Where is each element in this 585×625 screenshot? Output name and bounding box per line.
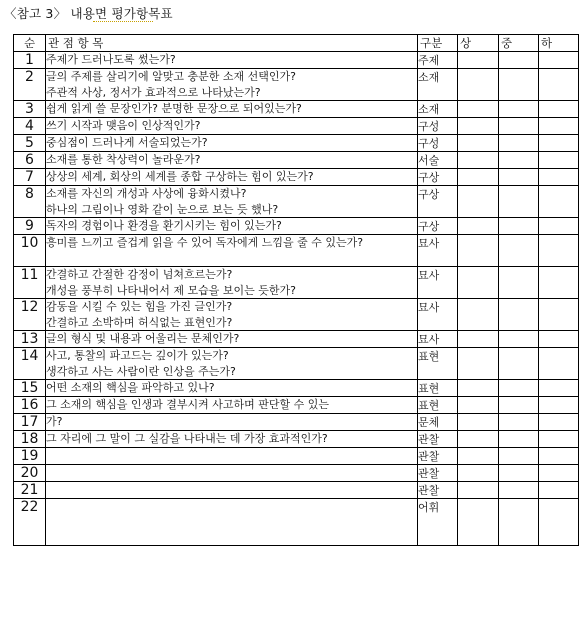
row-number: 12 (14, 299, 46, 331)
row-category: 관찰 (418, 431, 458, 448)
grade-low-cell[interactable] (539, 152, 579, 169)
table-body (14, 52, 579, 546)
row-item (46, 348, 418, 380)
header-high: 상 (458, 35, 499, 52)
row-category: 표현 (418, 348, 458, 380)
grade-low-cell[interactable] (539, 331, 579, 348)
table-row (14, 380, 579, 397)
grade-mid-cell[interactable] (499, 169, 539, 186)
row-item (46, 118, 418, 135)
grade-low-cell[interactable] (539, 299, 579, 331)
grade-high-cell[interactable] (458, 186, 499, 218)
item-line: 쓰기 시작과 맺음이 인상적인가? (46, 119, 201, 132)
grade-high-cell[interactable] (458, 465, 499, 482)
table-row (14, 169, 579, 186)
row-number: 7 (14, 169, 46, 186)
table-row (14, 118, 579, 135)
item-line: 하나의 그림이나 영화 같이 눈으로 보는 듯 했나? (46, 202, 279, 216)
grade-high-cell[interactable] (458, 235, 499, 267)
grade-low-cell[interactable] (539, 397, 579, 414)
item-line: 소재를 자신의 개성과 사상에 융화시켰나? (46, 187, 247, 200)
row-item (46, 414, 418, 431)
item-line: 주관적 사상, 정서가 효과적으로 나타났는가? (46, 85, 261, 99)
grade-low-cell[interactable] (539, 118, 579, 135)
row-number: 16 (14, 397, 46, 414)
row-category: 서술 (418, 152, 458, 169)
table-row (14, 235, 579, 267)
row-number: 1 (14, 52, 46, 69)
grade-low-cell[interactable] (539, 348, 579, 380)
row-number: 17 (14, 414, 46, 431)
item-line: 사고, 통찰의 파고드는 깊이가 있는가? (46, 349, 229, 362)
row-item (46, 135, 418, 152)
grade-low-cell[interactable] (539, 135, 579, 152)
table-row (14, 101, 579, 118)
grade-low-cell[interactable] (539, 448, 579, 465)
grade-high-cell[interactable] (458, 431, 499, 448)
table-row (14, 299, 579, 331)
grade-mid-cell[interactable] (499, 465, 539, 482)
row-category: 구성 (418, 118, 458, 135)
row-category: 표현 (418, 397, 458, 414)
item-line: 개성을 풍부히 나타내어서 제 모습을 보이는 듯한가? (46, 283, 296, 297)
grade-high-cell[interactable] (458, 414, 499, 431)
row-number: 14 (14, 348, 46, 380)
grade-high-cell[interactable] (458, 482, 499, 499)
grade-high-cell[interactable] (458, 218, 499, 235)
grade-mid-cell[interactable] (499, 397, 539, 414)
row-category: 묘사 (418, 267, 458, 299)
row-number: 18 (14, 431, 46, 448)
grade-mid-cell[interactable] (499, 331, 539, 348)
grade-high-cell[interactable] (458, 267, 499, 299)
grade-low-cell[interactable] (539, 431, 579, 448)
row-item (46, 465, 418, 482)
row-category: 관찰 (418, 482, 458, 499)
item-line: 감동을 시킬 수 있는 힘을 가진 글인가? (46, 300, 233, 313)
header-no: 순 (14, 35, 46, 52)
grade-low-cell[interactable] (539, 69, 579, 101)
grade-mid-cell[interactable] (499, 152, 539, 169)
row-number: 22 (14, 499, 46, 546)
item-line: 쉽게 읽게 쓸 문장인가? 분명한 문장으로 되어있는가? (46, 102, 302, 115)
item-line: 간결하고 소박하며 허식없는 표현인가? (46, 315, 233, 329)
row-number: 15 (14, 380, 46, 397)
grade-low-cell[interactable] (539, 414, 579, 431)
grade-low-cell[interactable] (539, 380, 579, 397)
row-number: 20 (14, 465, 46, 482)
row-category: 묘사 (418, 331, 458, 348)
header-item: 관 점 항 목 (46, 35, 418, 52)
row-item (46, 448, 418, 465)
grade-low-cell[interactable] (539, 499, 579, 546)
row-number: 5 (14, 135, 46, 152)
header-mid: 중 (499, 35, 539, 52)
grade-mid-cell[interactable] (499, 118, 539, 135)
table-row (14, 448, 579, 465)
item-line: 어떤 소재의 핵심을 파악하고 있나? (46, 381, 215, 394)
grade-high-cell[interactable] (458, 101, 499, 118)
grade-mid-cell[interactable] (499, 267, 539, 299)
table-row (14, 414, 579, 431)
table-row (14, 331, 579, 348)
grade-mid-cell[interactable] (499, 135, 539, 152)
item-line: 그 소재의 핵심을 인생과 결부시켜 사고하며 판단할 수 있는 (46, 398, 329, 411)
item-line: 그 자리에 그 말이 그 실감을 나타내는 데 가장 효과적인가? (46, 432, 328, 445)
page-title (4, 4, 173, 22)
row-item (46, 69, 418, 101)
table-row (14, 218, 579, 235)
table-header-row (14, 35, 579, 52)
table-row (14, 186, 579, 218)
header-category: 구분 (418, 35, 458, 52)
item-line: 간결하고 간절한 감정이 넘쳐흐르는가? (46, 268, 233, 281)
grade-high-cell[interactable] (458, 152, 499, 169)
row-category: 소재 (418, 101, 458, 118)
grade-mid-cell[interactable] (499, 52, 539, 69)
grade-high-cell[interactable] (458, 118, 499, 135)
row-number: 10 (14, 235, 46, 267)
evaluation-table (13, 34, 579, 546)
row-item (46, 482, 418, 499)
item-line: 주제가 드러나도록 썼는가? (46, 53, 176, 66)
grade-mid-cell[interactable] (499, 499, 539, 546)
grade-low-cell[interactable] (539, 465, 579, 482)
row-category: 구성 (418, 135, 458, 152)
grade-low-cell[interactable] (539, 101, 579, 118)
grade-high-cell[interactable] (458, 397, 499, 414)
grade-mid-cell[interactable] (499, 186, 539, 218)
row-item (46, 169, 418, 186)
row-item (46, 397, 418, 414)
grade-low-cell[interactable] (539, 482, 579, 499)
row-category: 구상 (418, 169, 458, 186)
row-item (46, 299, 418, 331)
grade-mid-cell[interactable] (499, 431, 539, 448)
table-row (14, 52, 579, 69)
row-category: 주제 (418, 52, 458, 69)
row-number: 4 (14, 118, 46, 135)
item-line: 가? (46, 415, 63, 428)
row-number: 6 (14, 152, 46, 169)
row-number: 2 (14, 69, 46, 101)
grade-low-cell[interactable] (539, 267, 579, 299)
row-item (46, 331, 418, 348)
grade-high-cell[interactable] (458, 331, 499, 348)
grade-high-cell[interactable] (458, 52, 499, 69)
table-row (14, 431, 579, 448)
row-category: 구상 (418, 218, 458, 235)
row-number: 8 (14, 186, 46, 218)
row-item (46, 152, 418, 169)
row-category: 어휘 (418, 499, 458, 546)
row-number: 3 (14, 101, 46, 118)
grade-mid-cell[interactable] (499, 414, 539, 431)
row-category: 관찰 (418, 465, 458, 482)
grade-high-cell[interactable] (458, 448, 499, 465)
grade-mid-cell[interactable] (499, 218, 539, 235)
table-row (14, 152, 579, 169)
grade-high-cell[interactable] (458, 69, 499, 101)
grade-high-cell[interactable] (458, 169, 499, 186)
grade-mid-cell[interactable] (499, 380, 539, 397)
grade-low-cell[interactable] (539, 52, 579, 69)
row-item (46, 267, 418, 299)
grade-mid-cell[interactable] (499, 101, 539, 118)
item-line: 글의 주제를 살리기에 알맞고 충분한 소재 선택인가? (46, 70, 296, 83)
row-category: 묘사 (418, 235, 458, 267)
row-category: 문체 (418, 414, 458, 431)
row-category: 소재 (418, 69, 458, 101)
item-line: 독자의 경험이나 환경을 환기시키는 힘이 있는가? (46, 219, 282, 232)
grade-mid-cell[interactable] (499, 235, 539, 267)
row-item (46, 52, 418, 69)
header-low: 하 (539, 35, 579, 52)
grade-high-cell[interactable] (458, 135, 499, 152)
row-category: 구상 (418, 186, 458, 218)
grade-low-cell[interactable] (539, 169, 579, 186)
row-category: 표현 (418, 380, 458, 397)
item-line: 중심점이 드러나게 서술되었는가? (46, 136, 208, 149)
item-line: 소재를 통한 착상력이 놀라운가? (46, 153, 201, 166)
grade-low-cell[interactable] (539, 186, 579, 218)
row-item (46, 431, 418, 448)
item-line: 생각하고 사는 사람이란 인상을 주는가? (46, 364, 236, 378)
item-line: 흥미를 느끼고 즐겁게 읽을 수 있어 독자에게 느낌을 줄 수 있는가? (46, 236, 364, 249)
row-category: 묘사 (418, 299, 458, 331)
row-category: 관찰 (418, 448, 458, 465)
row-item (46, 218, 418, 235)
table-row (14, 267, 579, 299)
row-item (46, 186, 418, 218)
table-row (14, 482, 579, 499)
table-row (14, 135, 579, 152)
table-row (14, 69, 579, 101)
grade-high-cell[interactable] (458, 348, 499, 380)
row-item (46, 380, 418, 397)
grade-mid-cell[interactable] (499, 482, 539, 499)
table-row (14, 465, 579, 482)
row-item (46, 499, 418, 546)
row-number: 9 (14, 218, 46, 235)
grade-high-cell[interactable] (458, 299, 499, 331)
grade-mid-cell[interactable] (499, 69, 539, 101)
grade-mid-cell[interactable] (499, 299, 539, 331)
row-number: 13 (14, 331, 46, 348)
row-item (46, 235, 418, 267)
row-number: 19 (14, 448, 46, 465)
table-row (14, 397, 579, 414)
row-item (46, 101, 418, 118)
title-text: 〈참고 3〉 내용면 평가항목표 (4, 6, 173, 21)
grade-high-cell[interactable] (458, 499, 499, 546)
grade-low-cell[interactable] (539, 218, 579, 235)
grade-mid-cell[interactable] (499, 348, 539, 380)
grade-mid-cell[interactable] (499, 448, 539, 465)
row-number: 11 (14, 267, 46, 299)
item-line: 글의 형식 및 내용과 어울리는 문체인가? (46, 332, 240, 345)
title-underline (93, 18, 153, 22)
grade-low-cell[interactable] (539, 235, 579, 267)
table-row (14, 499, 579, 546)
row-number: 21 (14, 482, 46, 499)
grade-high-cell[interactable] (458, 380, 499, 397)
table-row (14, 348, 579, 380)
item-line: 상상의 세계, 회상의 세계를 종합 구상하는 힘이 있는가? (46, 170, 314, 183)
